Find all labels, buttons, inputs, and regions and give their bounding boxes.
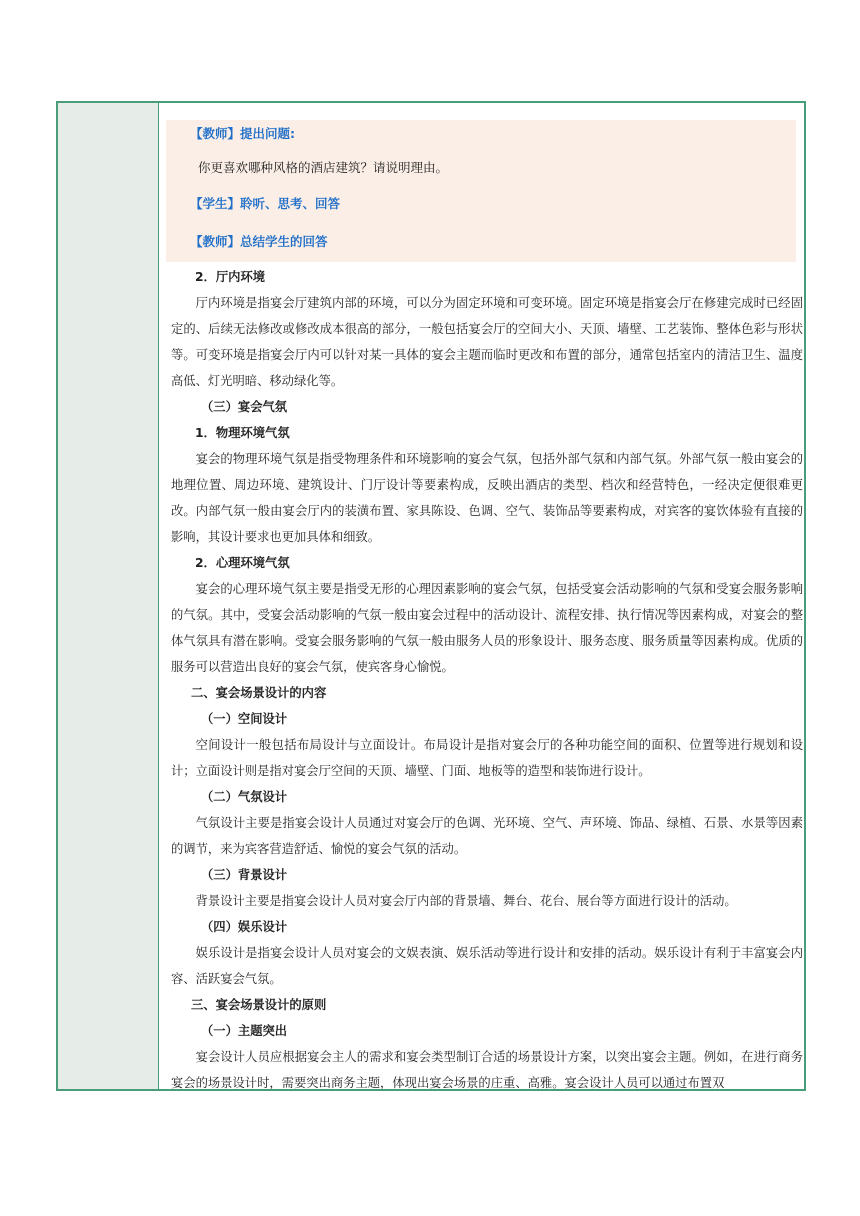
paragraph-psychological-atmosphere: 宴会的心理环境气氛主要是指受无形的心理因素影响的宴会气氛，包括受宴会活动影响的气氛和受宴会服务影响的气氛。其中，受宴会活动影响的气氛一般由宴会过程中的活动设计、流程安排、执行情况等因素构成，对宴会的整体气氛具有潜在影响。受宴会服务影响的气氛一般由服务人员的形象设计、服务态度、服务质量等因素构成。优质的服务可以营造出良好的宴会气氛，使宾客身心愉悦。 — [171, 582, 803, 674]
lesson-table — [56, 101, 806, 1091]
paragraph-entertainment-design: 娱乐设计是指宴会设计人员对宴会的文娱表演、娱乐活动等进行设计和安排的活动。娱乐设计有利于丰富宴会内容、活跃宴会气氛。 — [171, 946, 803, 986]
discussion-callout — [166, 120, 796, 262]
student-response-label: 【学生】聆听、思考、回答 — [190, 196, 341, 211]
heading-design-principles: 三、宴会场景设计的原则 — [191, 998, 327, 1012]
paragraph-hall-environment: 厅内环境是指宴会厅建筑内部的环境，可以分为固定环境和可变环境。固定环境是指宴会厅在修建完成时已经固定的、后续无法修改或修改成本很高的部分，一般包括宴会厅的空间大小、天顶、墙壁、工艺装饰、整体色彩与形状等。可变环境是指宴会厅内可以针对某一具体的宴会主题而临时更改和布置的部分，通常包括室内的清洁卫生、温度高低、灯光明暗、移动绿化等。 — [171, 296, 803, 388]
table-content-column — [159, 103, 804, 1089]
heading-atmosphere-design: （二）气氛设计 — [201, 790, 288, 804]
heading-background-design: （三）背景设计 — [201, 868, 288, 882]
paragraph-physical-atmosphere: 宴会的物理环境气氛是指受物理条件和环境影响的宴会气氛，包括外部气氛和内部气氛。外部气氛一般由宴会的地理位置、周边环境、建筑设计、门厅设计等要素构成，反映出酒店的类型、档次和经营特色，一经决定便很难更改。内部气氛一般由宴会厅内的装潢布置、家具陈设、色调、空气、装饰品等要素构成，对宾客的宴饮体验有直接的影响，其设计要求也更加具体和细致。 — [171, 452, 803, 544]
discussion-question: 你更喜欢哪种风格的酒店建筑？请说明理由。 — [198, 160, 449, 175]
table-left-column — [58, 103, 159, 1089]
heading-space-design: （一）空间设计 — [201, 712, 288, 726]
paragraph-theme-prominent: 宴会设计人员应根据宴会主人的需求和宴会类型制订合适的场景设计方案，以突出宴会主题。例如，在进行商务宴会的场景设计时，需要突出商务主题，体现出宴会场景的庄重、高雅。宴会设计人员可以通过布置双 — [171, 1050, 803, 1089]
teacher-summary-label: 【教师】总结学生的回答 — [190, 234, 328, 249]
heading-physical-atmosphere: 1．物理环境气氛 — [195, 426, 290, 440]
paragraph-space-design: 空间设计一般包括布局设计与立面设计。布局设计是指对宴会厅的各种功能空间的面积、位置等进行规划和设计；立面设计则是指对宴会厅空间的天顶、墙壁、门面、地板等的造型和装饰进行设计。 — [171, 738, 803, 778]
teacher-question-label: 【教师】提出问题: — [190, 126, 295, 141]
heading-entertainment-design: （四）娱乐设计 — [201, 920, 288, 934]
paragraph-atmosphere-design: 气氛设计主要是指宴会设计人员通过对宴会厅的色调、光环境、空气、声环境、饰品、绿植、石景、水景等因素的调节，来为宾客营造舒适、愉悦的宴会气氛的活动。 — [171, 816, 803, 856]
paragraph-background-design: 背景设计主要是指宴会设计人员对宴会厅内部的背景墙、舞台、花台、展台等方面进行设计的活动。 — [195, 894, 737, 908]
heading-design-content: 二、宴会场景设计的内容 — [191, 686, 327, 700]
heading-theme-prominent: （一）主题突出 — [201, 1024, 288, 1038]
heading-psychological-atmosphere: 2．心理环境气氛 — [195, 556, 290, 570]
heading-banquet-atmosphere: （三）宴会气氛 — [201, 400, 288, 414]
heading-hall-environment: 2．厅内环境 — [195, 270, 266, 284]
